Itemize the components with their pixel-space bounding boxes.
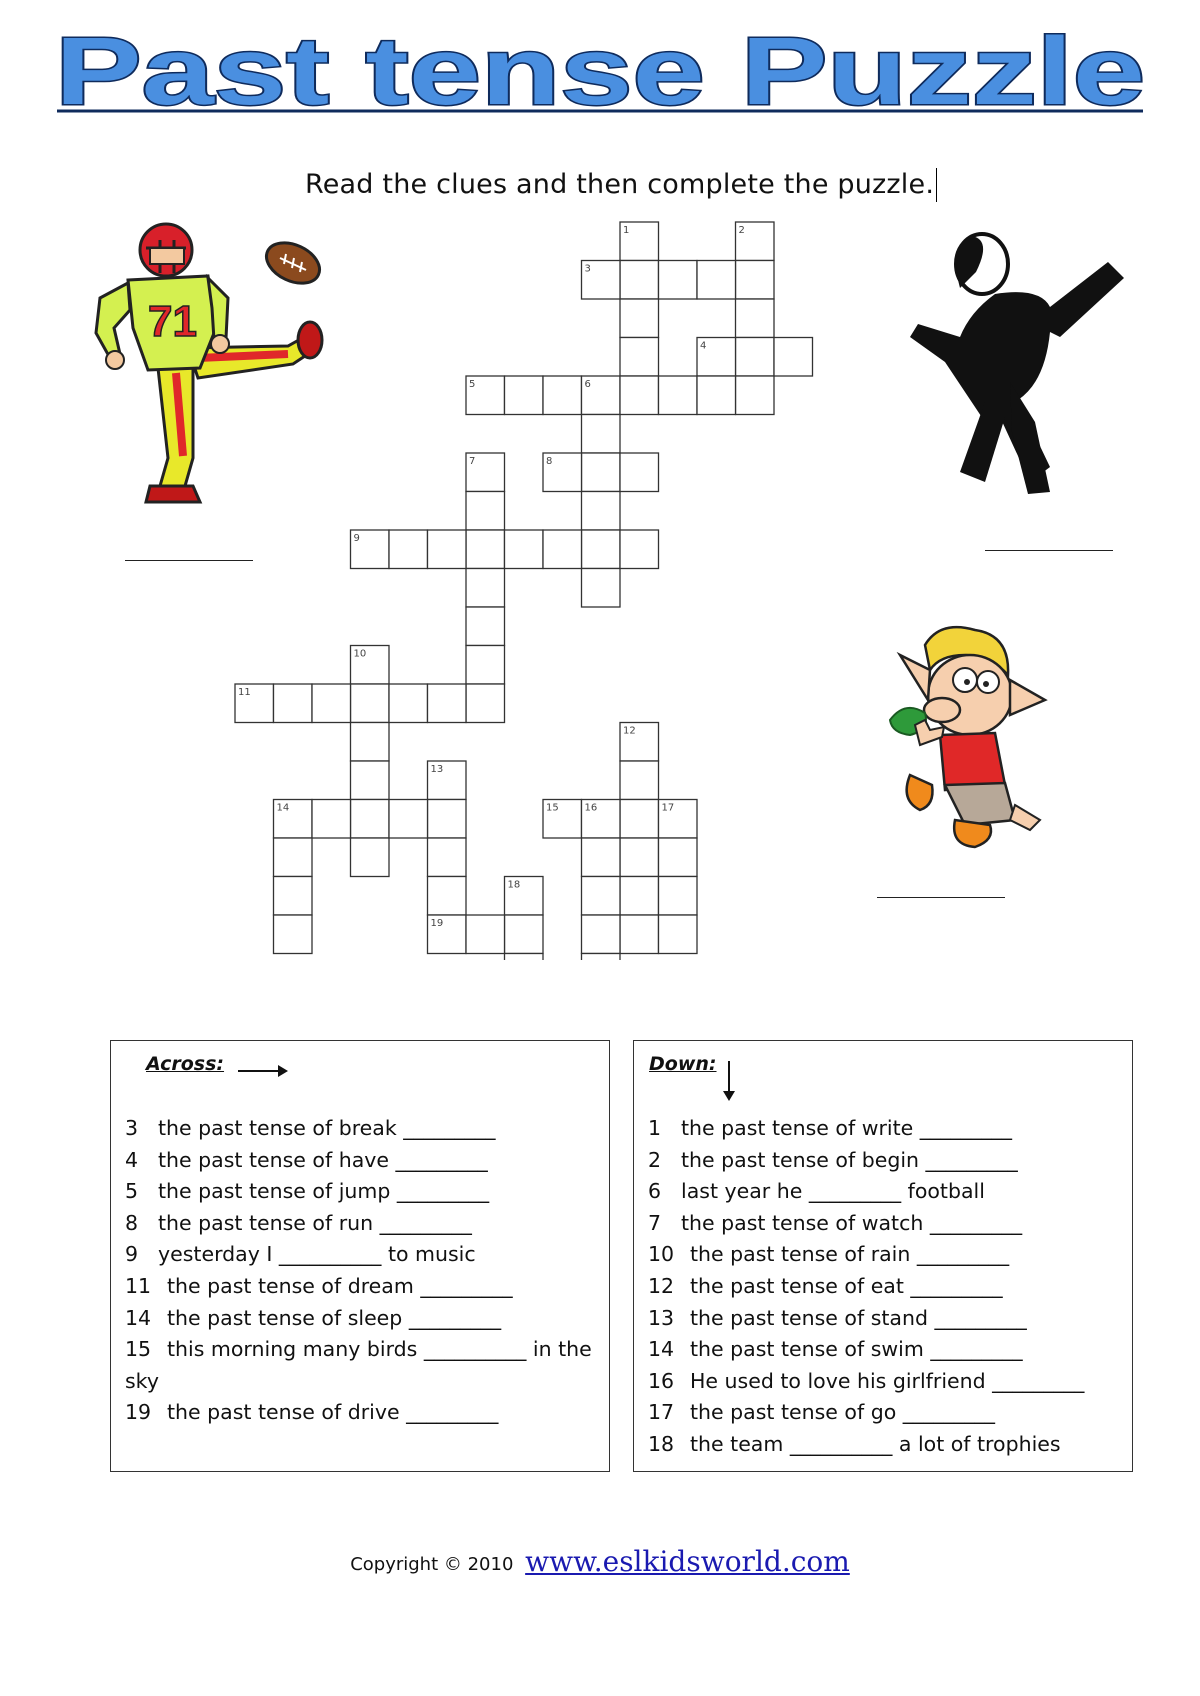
cell-number: 5 bbox=[469, 379, 476, 390]
across-clue-list bbox=[125, 1113, 599, 1429]
clue-item bbox=[648, 1303, 1122, 1335]
crossword-cell[interactable] bbox=[428, 800, 467, 839]
clue-text: the past tense of have _________ bbox=[158, 1147, 488, 1172]
cell-number: 9 bbox=[353, 533, 360, 544]
crossword-cell[interactable] bbox=[466, 684, 505, 723]
answer-line bbox=[877, 897, 1005, 898]
cell-number: 2 bbox=[738, 225, 745, 236]
crossword-cell[interactable] bbox=[274, 877, 313, 916]
crossword-cell[interactable] bbox=[274, 684, 313, 723]
clue-text: the past tense of rain _________ bbox=[690, 1242, 1010, 1267]
crossword-cell[interactable] bbox=[736, 261, 775, 300]
clue-number: 18 bbox=[648, 1431, 675, 1456]
clue-text: the team __________ a lot of trophies bbox=[690, 1431, 1061, 1456]
clue-text: the past tense of drive _________ bbox=[167, 1400, 499, 1425]
clue-text: last year he _________ football bbox=[681, 1179, 985, 1204]
crossword-cell[interactable] bbox=[428, 684, 467, 723]
clue-text: the past tense of stand _________ bbox=[690, 1305, 1027, 1330]
clue-number: 14 bbox=[125, 1305, 152, 1330]
cell-number: 19 bbox=[430, 918, 444, 929]
clue-text: yesterday I __________ to music bbox=[158, 1242, 476, 1267]
crossword-cell[interactable] bbox=[582, 877, 621, 916]
crossword-cell[interactable] bbox=[543, 530, 582, 569]
clue-text: the past tense of jump _________ bbox=[158, 1179, 490, 1204]
cell-number: 15 bbox=[546, 802, 559, 814]
clue-number: 15 bbox=[125, 1337, 152, 1362]
clue-number: 2 bbox=[648, 1147, 662, 1172]
crossword-cell[interactable] bbox=[351, 723, 390, 762]
clue-number: 12 bbox=[648, 1273, 675, 1298]
crossword-cell[interactable] bbox=[505, 530, 544, 569]
crossword-cell[interactable] bbox=[659, 877, 698, 916]
clue-number: 4 bbox=[125, 1147, 139, 1172]
clue-item bbox=[125, 1113, 599, 1145]
copyright-text: Copyright © 2010 bbox=[350, 1554, 514, 1575]
crossword-cell[interactable] bbox=[582, 530, 621, 569]
crossword-cell[interactable] bbox=[351, 800, 390, 839]
crossword-cell[interactable] bbox=[466, 607, 505, 646]
right-arrow-icon bbox=[236, 1061, 291, 1081]
down-heading: Down: bbox=[649, 1053, 717, 1075]
down-arrow-icon bbox=[719, 1059, 739, 1104]
clue-text: the past tense of watch _________ bbox=[681, 1210, 1023, 1235]
crossword-cell[interactable] bbox=[697, 376, 736, 415]
crossword-cell[interactable] bbox=[351, 761, 390, 800]
crossword-cell[interactable] bbox=[466, 915, 505, 954]
crossword-cell[interactable] bbox=[582, 569, 621, 608]
crossword-cell[interactable] bbox=[582, 838, 621, 877]
crossword-cell[interactable] bbox=[620, 877, 659, 916]
clue-number: 9 bbox=[125, 1242, 139, 1267]
clue-number: 1 bbox=[648, 1116, 662, 1140]
crossword-cell[interactable] bbox=[428, 530, 467, 569]
cell-number: 18 bbox=[507, 879, 521, 891]
crossword-cell[interactable] bbox=[505, 915, 544, 954]
clue-item bbox=[125, 1208, 599, 1240]
crossword-cell[interactable] bbox=[582, 453, 621, 492]
crossword-cell[interactable] bbox=[274, 915, 313, 954]
clue-item bbox=[648, 1366, 1122, 1398]
across-clues-box bbox=[110, 1040, 610, 1472]
crossword-cell[interactable] bbox=[389, 530, 428, 569]
page-title-text: Past tense Puzzle bbox=[55, 18, 1145, 125]
clue-item bbox=[648, 1176, 1122, 1208]
cell-number: 10 bbox=[353, 648, 367, 660]
clue-item bbox=[648, 1145, 1122, 1177]
crossword-cell[interactable] bbox=[466, 492, 505, 531]
answer-line bbox=[125, 560, 253, 561]
running-woman-icon bbox=[900, 232, 1130, 522]
cell-number: 1 bbox=[623, 225, 630, 236]
down-clues-box bbox=[633, 1040, 1133, 1472]
down-clue-list bbox=[648, 1113, 1122, 1461]
cell-number: 7 bbox=[469, 456, 476, 467]
cell-number: 8 bbox=[546, 456, 553, 467]
clue-number: 8 bbox=[125, 1210, 139, 1235]
clue-text: the past tense of sleep _________ bbox=[167, 1305, 502, 1330]
clue-item bbox=[648, 1429, 1122, 1461]
crossword-cell[interactable] bbox=[428, 877, 467, 916]
crossword-cell[interactable] bbox=[620, 530, 659, 569]
crossword-cell[interactable] bbox=[736, 338, 775, 377]
crossword-cell[interactable] bbox=[582, 915, 621, 954]
cell-number: 4 bbox=[700, 340, 707, 352]
cell-number: 17 bbox=[661, 802, 675, 814]
crossword-cell[interactable] bbox=[620, 338, 659, 377]
crossword-cell[interactable] bbox=[582, 415, 621, 454]
crossword-cell[interactable] bbox=[351, 684, 390, 723]
crossword-cell[interactable] bbox=[351, 838, 390, 877]
crossword-cell[interactable] bbox=[620, 453, 659, 492]
clue-number: 14 bbox=[648, 1337, 675, 1362]
crossword-cell[interactable] bbox=[582, 492, 621, 531]
clue-item bbox=[125, 1334, 599, 1397]
crossword-cell[interactable] bbox=[312, 800, 351, 839]
crossword-cell[interactable] bbox=[697, 261, 736, 300]
clue-text: the past tense of break _________ bbox=[158, 1116, 496, 1140]
clue-number: 10 bbox=[648, 1242, 675, 1267]
crossword-cell[interactable] bbox=[620, 838, 659, 877]
crossword-cell[interactable] bbox=[505, 376, 544, 415]
clue-text: the past tense of swim _________ bbox=[690, 1337, 1023, 1362]
cell-number: 6 bbox=[584, 379, 591, 390]
clue-number: 5 bbox=[125, 1179, 139, 1204]
football-player-icon bbox=[88, 218, 328, 508]
clue-item bbox=[648, 1239, 1122, 1271]
clue-text: this morning many birds __________ in the sky bbox=[125, 1337, 592, 1393]
cell-number: 12 bbox=[623, 725, 636, 737]
clue-number: 13 bbox=[648, 1305, 675, 1330]
crossword-cell[interactable] bbox=[620, 915, 659, 954]
cell-number: 14 bbox=[276, 802, 290, 814]
clue-text: He used to love his girlfriend _________ bbox=[690, 1368, 1085, 1393]
clue-item bbox=[125, 1176, 599, 1208]
clue-number: 7 bbox=[648, 1210, 662, 1235]
cell-number: 11 bbox=[238, 687, 251, 698]
crossword-cell[interactable] bbox=[659, 261, 698, 300]
crossword-cell[interactable] bbox=[466, 569, 505, 608]
svg-text:71: 71 bbox=[148, 297, 197, 346]
crossword-cell[interactable] bbox=[774, 338, 813, 377]
clue-item bbox=[125, 1271, 599, 1303]
clue-text: the past tense of write _________ bbox=[681, 1116, 1013, 1140]
crossword-cell[interactable] bbox=[543, 376, 582, 415]
crossword-cell[interactable] bbox=[620, 261, 659, 300]
cell-number: 3 bbox=[584, 263, 591, 275]
crossword-cell[interactable] bbox=[274, 838, 313, 877]
crossword-cell[interactable] bbox=[620, 800, 659, 839]
footer bbox=[0, 1545, 1200, 1578]
clue-number: 3 bbox=[125, 1116, 139, 1140]
boy-eating-icon bbox=[870, 625, 1060, 855]
crossword-cell[interactable] bbox=[582, 954, 621, 961]
crossword-cell[interactable] bbox=[389, 800, 428, 839]
clue-item bbox=[125, 1397, 599, 1429]
clue-item bbox=[125, 1239, 599, 1271]
clue-number: 17 bbox=[648, 1400, 675, 1425]
instructions: Read the clues and then complete the puzzle. bbox=[305, 168, 937, 202]
clue-number: 16 bbox=[648, 1368, 675, 1393]
crossword-cell[interactable] bbox=[505, 954, 544, 961]
cell-number: 13 bbox=[430, 764, 444, 775]
clue-item bbox=[648, 1397, 1122, 1429]
clue-text: the past tense of begin _________ bbox=[681, 1147, 1018, 1172]
clue-number: 19 bbox=[125, 1400, 152, 1425]
clue-item bbox=[648, 1113, 1122, 1145]
crossword-cell[interactable] bbox=[428, 838, 467, 877]
crossword-cell[interactable] bbox=[620, 299, 659, 338]
crossword-cell[interactable] bbox=[736, 299, 775, 338]
answer-line bbox=[985, 550, 1113, 551]
crossword-cell[interactable] bbox=[620, 376, 659, 415]
clue-text: the past tense of dream _________ bbox=[167, 1273, 513, 1298]
clue-item bbox=[648, 1271, 1122, 1303]
crossword-cell[interactable] bbox=[659, 838, 698, 877]
crossword-cell[interactable] bbox=[312, 684, 351, 723]
clue-number: 11 bbox=[125, 1273, 152, 1298]
clue-item bbox=[648, 1208, 1122, 1240]
clue-item bbox=[648, 1334, 1122, 1366]
website-link[interactable]: www.eslkidsworld.com bbox=[525, 1545, 850, 1578]
clue-text: the past tense of run _________ bbox=[158, 1210, 472, 1235]
crossword-cell[interactable] bbox=[620, 761, 659, 800]
crossword-cell[interactable] bbox=[466, 646, 505, 685]
clue-item bbox=[125, 1145, 599, 1177]
crossword-cell[interactable] bbox=[659, 376, 698, 415]
across-heading: Across: bbox=[146, 1053, 225, 1075]
clue-text: the past tense of go _________ bbox=[690, 1400, 996, 1425]
crossword-cell[interactable] bbox=[736, 376, 775, 415]
clue-text: the past tense of eat _________ bbox=[690, 1273, 1003, 1298]
crossword-cell[interactable] bbox=[466, 530, 505, 569]
cell-number: 16 bbox=[584, 802, 598, 814]
clue-item bbox=[125, 1303, 599, 1335]
crossword-cell[interactable] bbox=[659, 915, 698, 954]
crossword-cell[interactable] bbox=[389, 684, 428, 723]
clue-number: 6 bbox=[648, 1179, 662, 1204]
